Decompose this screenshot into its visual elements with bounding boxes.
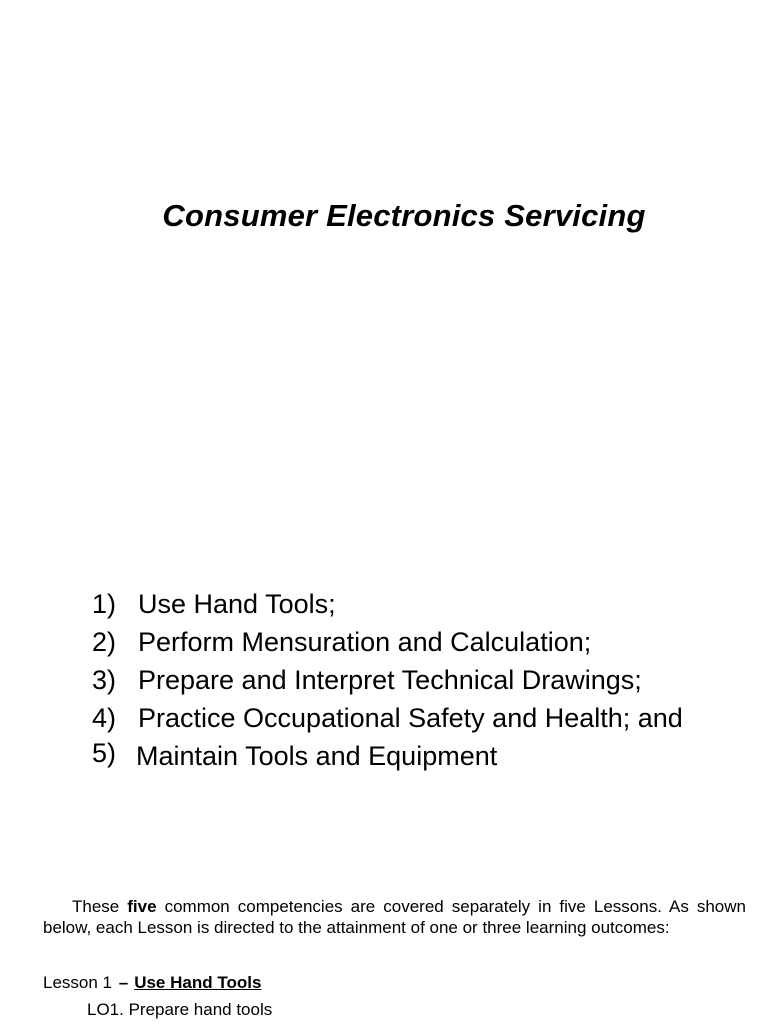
competency-text: Use Hand Tools; (138, 589, 336, 619)
competency-text: Prepare and Interpret Technical Drawings; (138, 665, 642, 695)
competency-item-5 (92, 737, 683, 775)
competency-text: Practice Occupational Safety and Health; and (138, 703, 683, 733)
competency-item-1 (92, 585, 683, 623)
competency-text: Maintain Tools and Equipment (136, 741, 498, 771)
competency-text: Perform Mensuration and Calculation; (138, 627, 592, 657)
competency-number: 3) (92, 665, 117, 695)
intro-bold-word: five (127, 897, 157, 916)
lesson-title: Use Hand Tools (134, 973, 262, 992)
competency-number: 2) (92, 627, 117, 657)
competency-item-3 (92, 661, 683, 699)
lesson-heading (43, 972, 261, 994)
lesson-dash: – (118, 973, 129, 992)
competency-list (92, 585, 683, 775)
competency-item-4 (92, 699, 683, 737)
competency-number: 4) (92, 703, 117, 733)
intro-rest: common competencies are covered separately in five Lessons. As shown below, each Lesson is directed to the attainment of one or three learning outcomes: (43, 897, 746, 937)
learning-outcome: LO1. Prepare hand tools (87, 1000, 273, 1019)
intro-lead: These (72, 897, 120, 916)
competency-number: 1) (92, 589, 117, 619)
competency-number: 5) (92, 738, 117, 768)
intro-paragraph (43, 896, 746, 938)
competency-item-2 (92, 623, 683, 661)
document-title: Consumer Electronics Servicing (162, 198, 646, 233)
lesson-label: Lesson 1 (43, 973, 112, 992)
